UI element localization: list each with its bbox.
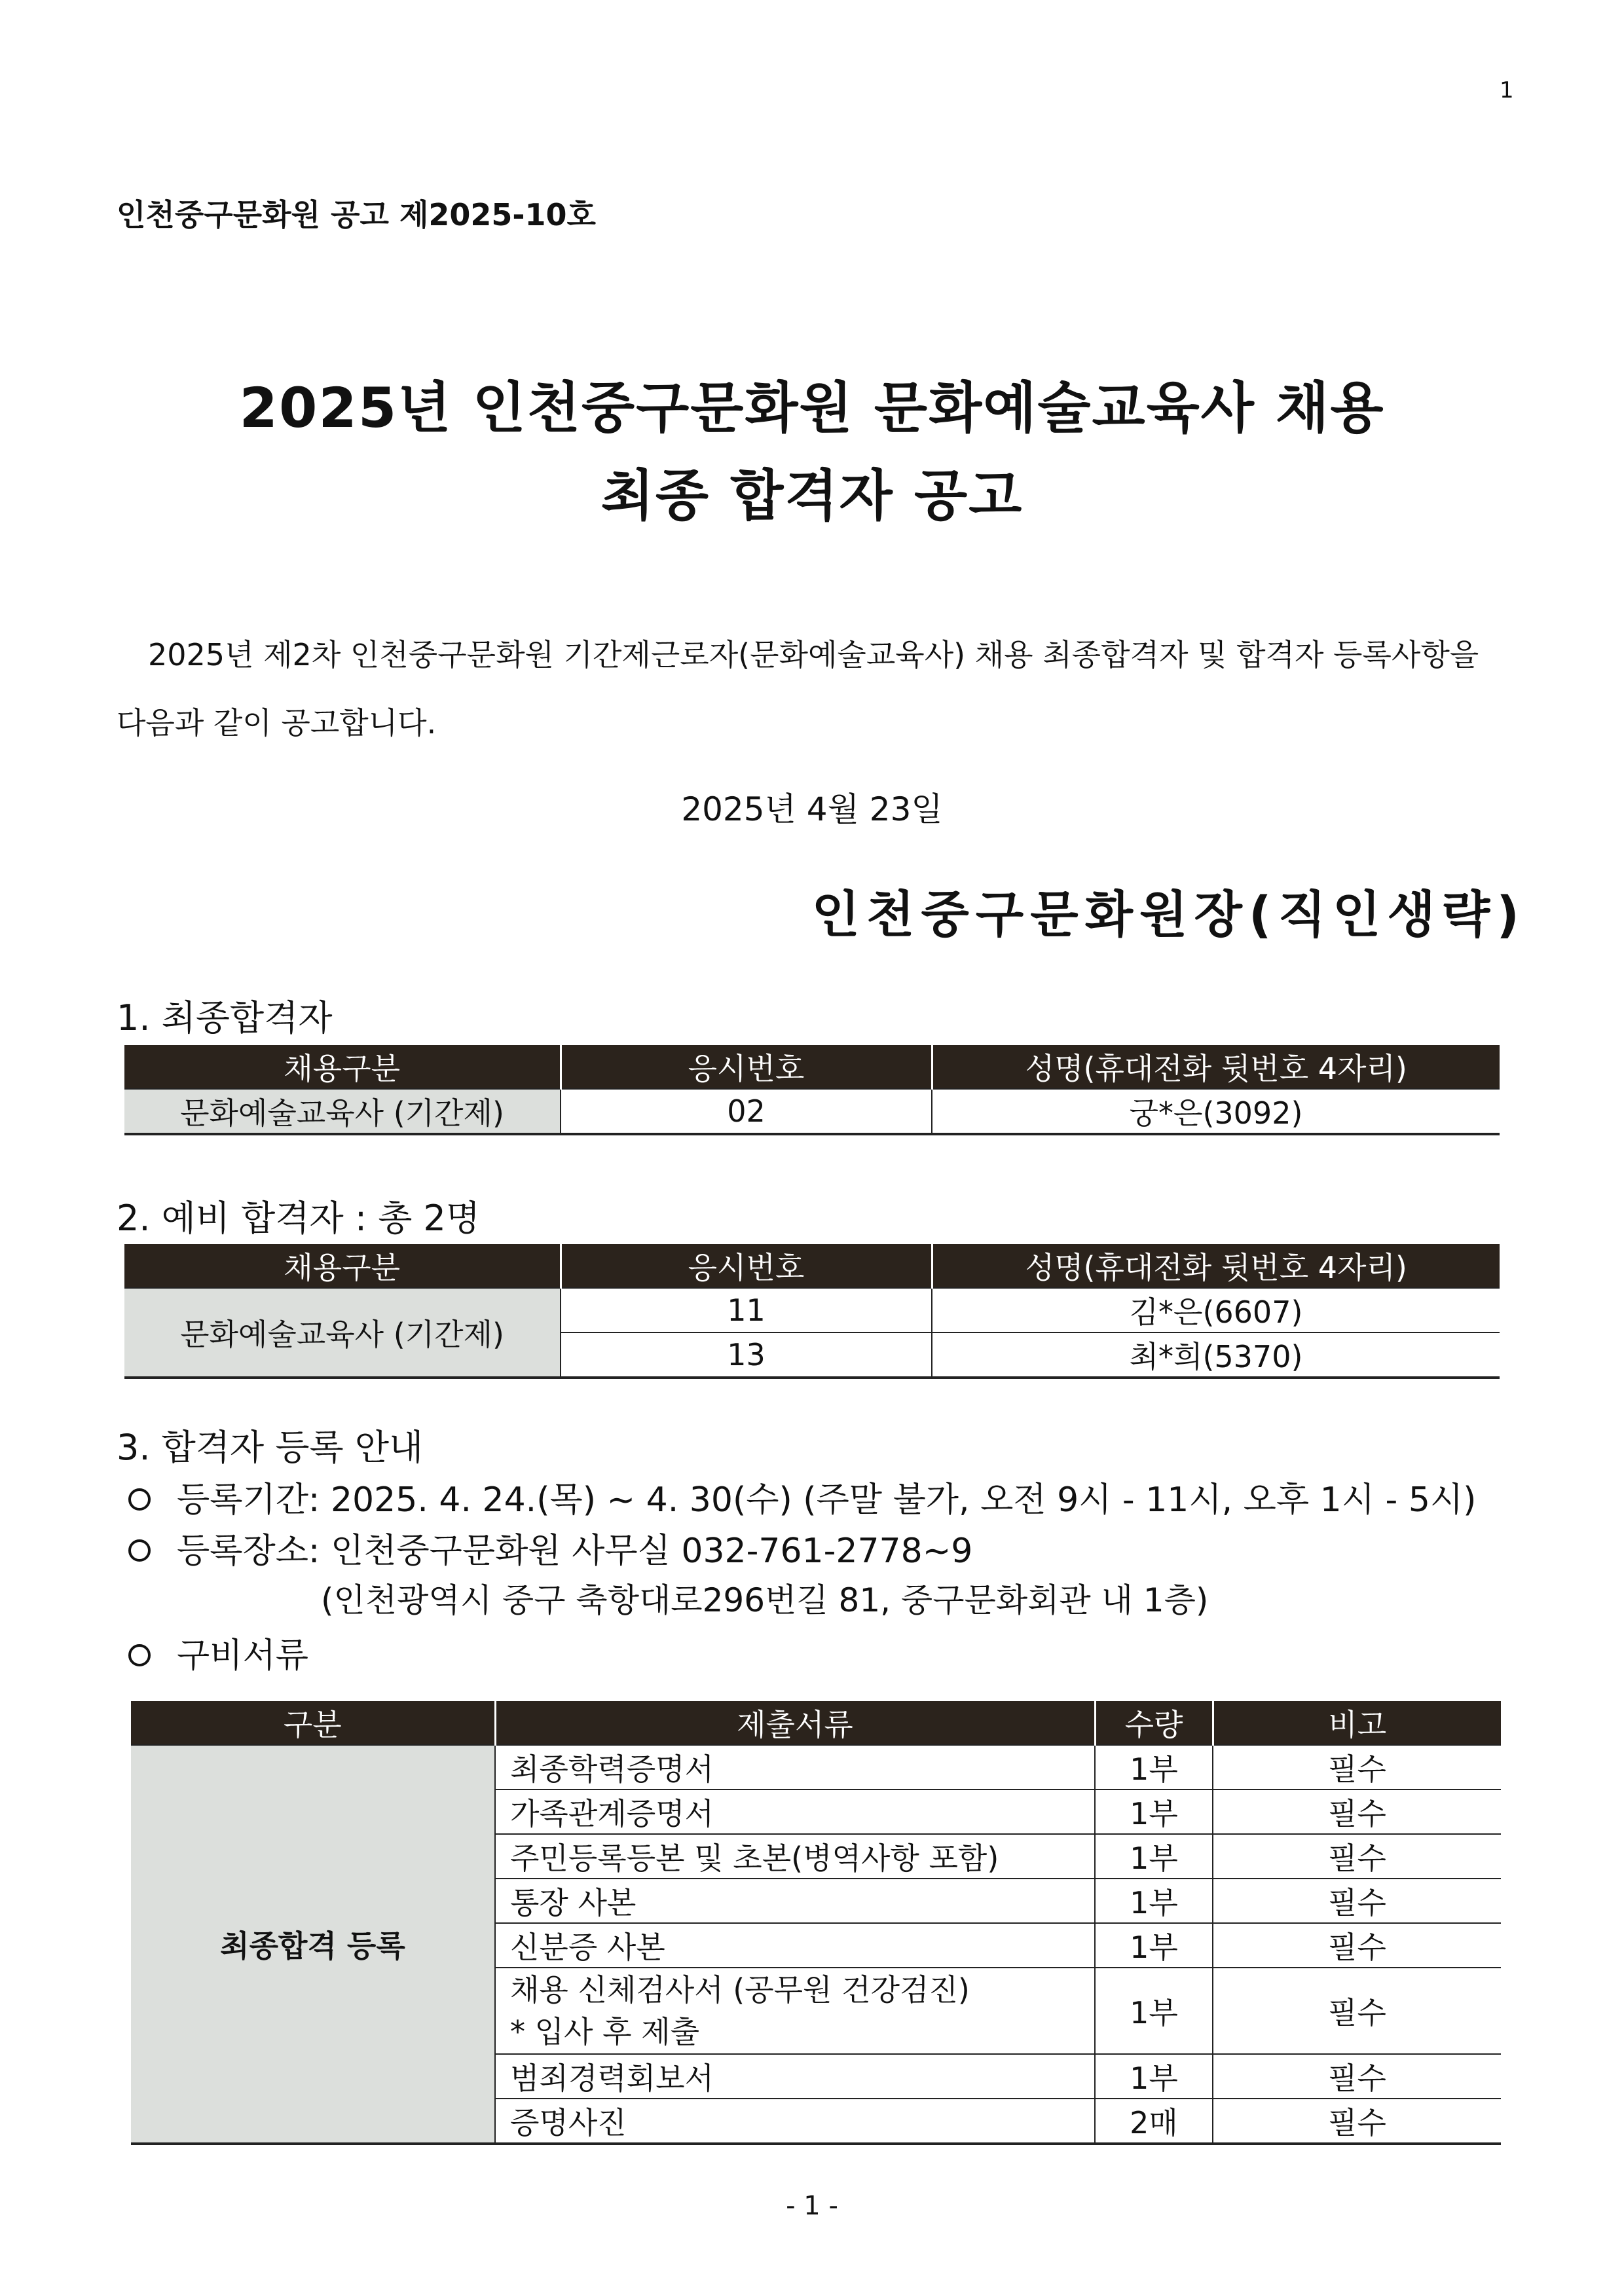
registration-address: (인천광역시 중구 축항대로296번길 81, 중구문화회관 내 1층)	[321, 1581, 1209, 1619]
header-note: 비고	[1213, 1701, 1501, 1745]
cell-quantity: 1부	[1095, 2054, 1213, 2099]
header-quantity: 수량	[1095, 1701, 1213, 1745]
document-line2: * 입사 후 제출	[510, 2014, 700, 2049]
intro-line1: 2025년 제2차 인천중구문화원 기간제근로자(문화예술교육사) 채용 최종합격자 및 합격자 등록사항을	[148, 637, 1479, 672]
page-footer: - 1 -	[786, 2191, 838, 2221]
cell-note: 필수	[1213, 1879, 1501, 1923]
header-name: 성명(휴대전화 뒷번호 4자리)	[932, 1045, 1500, 1089]
cell-name: 김*은(6607)	[932, 1288, 1500, 1332]
cell-quantity: 2매	[1095, 2099, 1213, 2144]
page-title-line1: 2025년 인천중구문화원 문화예술교육사 채용	[239, 376, 1385, 440]
cell-number: 02	[561, 1089, 932, 1134]
section3-heading: 3. 합격자 등록 안내	[117, 1427, 424, 1468]
table-row	[124, 1089, 1500, 1134]
table-row	[124, 1288, 1500, 1332]
circle-bullet-icon	[128, 1539, 151, 1562]
cell-note: 필수	[1213, 1745, 1501, 1790]
header-name: 성명(휴대전화 뒷번호 4자리)	[932, 1244, 1500, 1288]
announcement-date: 2025년 4월 23일	[681, 790, 943, 828]
circle-bullet-icon	[128, 1488, 151, 1511]
cell-document: 최종학력증명서	[495, 1745, 1095, 1790]
cell-document: 주민등록등본 및 초본(병역사항 포함)	[495, 1834, 1095, 1879]
cell-note: 필수	[1213, 2099, 1501, 2144]
cell-note: 필수	[1213, 1968, 1501, 2054]
cell-quantity: 1부	[1095, 1834, 1213, 1879]
cell-quantity: 1부	[1095, 1968, 1213, 2054]
reserve-passers-table	[124, 1244, 1500, 1379]
table-header-row	[124, 1244, 1500, 1288]
cell-number: 11	[561, 1288, 932, 1332]
header-category: 채용구분	[124, 1244, 561, 1288]
cell-note: 필수	[1213, 1790, 1501, 1834]
cell-document	[495, 1968, 1095, 2054]
section1-heading: 1. 최종합격자	[117, 997, 333, 1038]
circle-bullet-icon	[128, 1644, 151, 1666]
header-document: 제출서류	[495, 1701, 1095, 1745]
registration-place	[128, 1523, 972, 1572]
required-docs-label-text: 구비서류	[177, 1636, 308, 1676]
cell-note: 필수	[1213, 1923, 1501, 1968]
cell-document: 증명사진	[495, 2099, 1095, 2144]
cell-name: 궁*은(3092)	[932, 1089, 1500, 1134]
header-category: 구분	[131, 1701, 495, 1745]
required-documents-table	[131, 1701, 1501, 2145]
document-line1: 채용 신체검사서 (공무원 건강검진)	[510, 1972, 970, 2008]
section2-heading: 2. 예비 합격자 : 총 2명	[117, 1198, 481, 1239]
final-passers-table	[124, 1045, 1500, 1135]
table-header-row	[124, 1045, 1500, 1089]
cell-quantity: 1부	[1095, 1745, 1213, 1790]
registration-period-text: 등록기간: 2025. 4. 24.(목) ~ 4. 30(수) (주말 불가, 오전 9시 - 11시, 오후 1시 - 5시)	[177, 1480, 1477, 1520]
table-row	[131, 1745, 1501, 1790]
cell-number: 13	[561, 1332, 932, 1378]
required-docs-label	[128, 1628, 308, 1677]
table-header-row	[131, 1701, 1501, 1745]
page-title-line2: 최종 합격자 공고	[600, 464, 1024, 528]
cell-category: 문화예술교육사 (기간제)	[124, 1288, 561, 1378]
cell-document: 통장 사본	[495, 1879, 1095, 1923]
cell-quantity: 1부	[1095, 1790, 1213, 1834]
registration-place-text: 등록장소: 인천중구문화원 사무실 032-761-2778~9	[177, 1532, 973, 1571]
cell-name: 최*희(5370)	[932, 1332, 1500, 1378]
cell-note: 필수	[1213, 2054, 1501, 2099]
page-number-top: 1	[1500, 77, 1514, 103]
cell-document: 가족관계증명서	[495, 1790, 1095, 1834]
header-number: 응시번호	[561, 1045, 932, 1089]
cell-note: 필수	[1213, 1834, 1501, 1879]
cell-category: 최종합격 등록	[131, 1745, 495, 2144]
cell-document: 신분증 사본	[495, 1923, 1095, 1968]
cell-quantity: 1부	[1095, 1923, 1213, 1968]
intro-line2: 다음과 같이 공고합니다.	[117, 705, 437, 741]
cell-category: 문화예술교육사 (기간제)	[124, 1089, 561, 1134]
header-number: 응시번호	[561, 1244, 932, 1288]
registration-period	[128, 1472, 1476, 1521]
signer: 인천중구문화원장(직인생략)	[811, 885, 1526, 944]
notice-number: 인천중구문화원 공고 제2025-10호	[117, 197, 596, 232]
intro-paragraph	[117, 621, 1505, 757]
cell-quantity: 1부	[1095, 1879, 1213, 1923]
cell-document: 범죄경력회보서	[495, 2054, 1095, 2099]
header-category: 채용구분	[124, 1045, 561, 1089]
